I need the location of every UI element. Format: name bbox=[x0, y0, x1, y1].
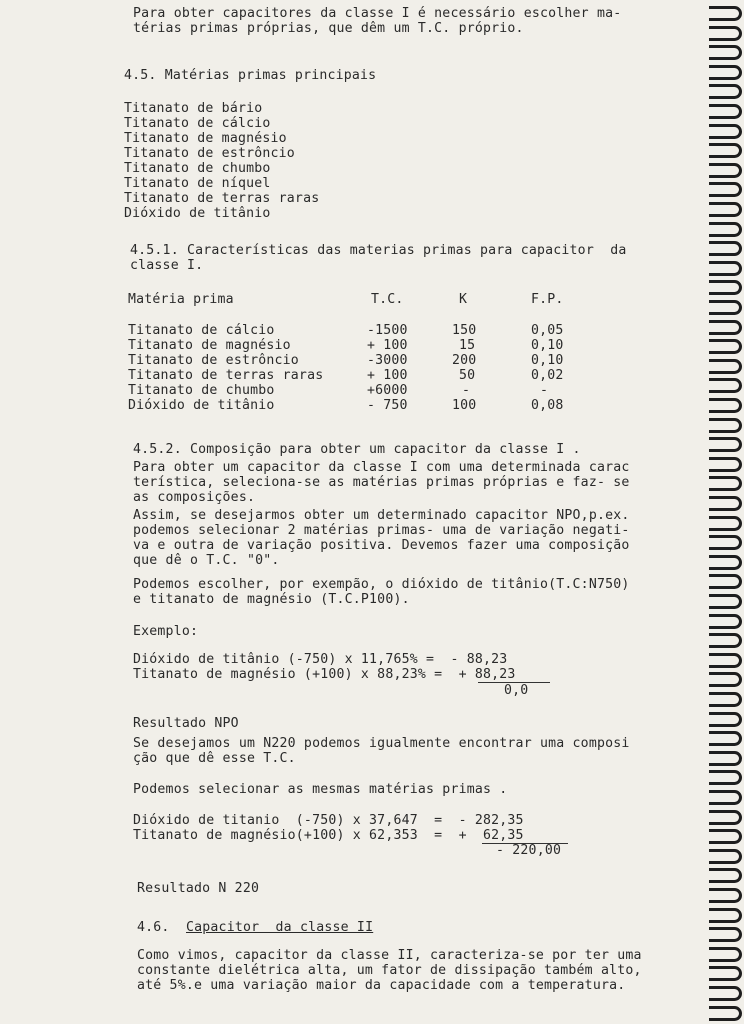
paragraph-line: va e outra de variação positiva. Devemos fazer uma composição bbox=[133, 538, 630, 553]
material-list-item: Titanato de terras raras bbox=[124, 191, 320, 206]
table-header: T.C. bbox=[371, 292, 404, 307]
section-heading-4-5-1: 4.5.1. Características das materias primas para capacitor da bbox=[130, 243, 627, 258]
result-label: Resultado NPO bbox=[133, 716, 239, 731]
spiral-ring bbox=[709, 731, 742, 746]
table-cell: Titanato de estrôncio bbox=[128, 353, 299, 368]
section-heading-4-6: Capacitor da classe II bbox=[186, 920, 374, 935]
table-cell: - bbox=[540, 383, 549, 398]
table-cell: Dióxido de titânio bbox=[128, 398, 275, 413]
spiral-ring bbox=[709, 927, 742, 942]
spiral-ring bbox=[709, 535, 742, 550]
spiral-ring bbox=[709, 124, 742, 139]
table-header: Matéria prima bbox=[128, 292, 234, 307]
spiral-ring bbox=[709, 829, 742, 844]
calculation-line: Dióxido de titânio (-750) x 11,765% = - 88,23 bbox=[133, 652, 508, 667]
table-cell: 0,10 bbox=[531, 338, 564, 353]
spiral-ring bbox=[709, 594, 742, 609]
spiral-ring bbox=[709, 163, 742, 178]
table-cell: 200 bbox=[452, 353, 477, 368]
table-cell: Titanato de terras raras bbox=[128, 368, 324, 383]
spiral-ring bbox=[709, 868, 742, 883]
spiral-ring bbox=[709, 614, 742, 629]
paragraph-line: Para obter um capacitor da classe I com uma determinada carac bbox=[133, 460, 630, 475]
spiral-ring bbox=[709, 790, 742, 805]
table-cell: 0,05 bbox=[531, 323, 564, 338]
spiral-ring bbox=[709, 496, 742, 511]
table-cell: - bbox=[462, 383, 471, 398]
spiral-ring bbox=[709, 653, 742, 668]
paragraph-line: Se desejamos um N220 podemos igualmente encontrar uma composi bbox=[133, 736, 630, 751]
spiral-ring bbox=[709, 339, 742, 354]
material-list-item: Titanato de chumbo bbox=[124, 161, 271, 176]
calculation-result: 0,0 bbox=[504, 683, 529, 698]
paragraph-line: até 5%.e uma variação maior da capacidade com a temperatura. bbox=[137, 978, 626, 993]
calculation-line: Titanato de magnésio(+100) x 62,353 = + 62,35 bbox=[133, 828, 524, 843]
spiral-ring bbox=[709, 65, 742, 80]
spiral-binding bbox=[704, 0, 744, 1024]
table-cell: 15 bbox=[459, 338, 476, 353]
table-cell: 0,10 bbox=[531, 353, 564, 368]
result-label: Resultado N 220 bbox=[137, 881, 260, 896]
spiral-ring bbox=[709, 143, 742, 158]
spiral-ring bbox=[709, 947, 742, 962]
spiral-ring bbox=[709, 182, 742, 197]
table-cell: + 100 bbox=[367, 368, 408, 383]
spiral-ring bbox=[709, 320, 742, 335]
spiral-ring bbox=[709, 986, 742, 1001]
paragraph-line: e titanato de magnésio (T.C.P100). bbox=[133, 592, 410, 607]
paragraph-line: Assim, se desejarmos obter um determinado capacitor NPO,p.ex. bbox=[133, 508, 630, 523]
spiral-ring bbox=[709, 84, 742, 99]
spiral-ring bbox=[709, 751, 742, 766]
calculation-line: Dióxido de titanio (-750) x 37,647 = - 282,35 bbox=[133, 813, 524, 828]
spiral-ring bbox=[709, 672, 742, 687]
spiral-ring bbox=[709, 810, 742, 825]
table-cell: 150 bbox=[452, 323, 477, 338]
spiral-ring bbox=[709, 966, 742, 981]
section-heading-4-5: 4.5. Matérias primas principais bbox=[124, 68, 377, 83]
paragraph-line: Como vimos, capacitor da classe II, caracteriza-se por ter uma bbox=[137, 948, 642, 963]
spiral-ring bbox=[709, 222, 742, 237]
spiral-ring bbox=[709, 908, 742, 923]
material-list-item: Titanato de magnésio bbox=[124, 131, 287, 146]
spiral-ring bbox=[709, 261, 742, 276]
intro-line: térias primas próprias, que dêm um T.C. próprio. bbox=[133, 21, 524, 36]
spiral-ring bbox=[709, 359, 742, 374]
spiral-ring bbox=[709, 437, 742, 452]
paragraph-line: constante dielétrica alta, um fator de dissipação também alto, bbox=[137, 963, 642, 978]
table-cell: -1500 bbox=[367, 323, 408, 338]
table-cell: 0,08 bbox=[531, 398, 564, 413]
example-label: Exemplo: bbox=[133, 624, 199, 639]
spiral-ring bbox=[709, 574, 742, 589]
table-cell: Titanato de cálcio bbox=[128, 323, 275, 338]
table-cell: +6000 bbox=[367, 383, 408, 398]
table-cell: - 750 bbox=[367, 398, 408, 413]
intro-line: Para obter capacitores da classe I é necessário escolher ma- bbox=[133, 6, 622, 21]
material-list-item: Titanato de níquel bbox=[124, 176, 271, 191]
spiral-ring bbox=[709, 300, 742, 315]
spiral-ring bbox=[709, 457, 742, 472]
paragraph-line: Podemos selecionar as mesmas matérias primas . bbox=[133, 782, 508, 797]
table-cell: Titanato de magnésio bbox=[128, 338, 291, 353]
spiral-ring bbox=[709, 202, 742, 217]
spiral-ring bbox=[709, 555, 742, 570]
table-header: K bbox=[459, 292, 468, 307]
spiral-ring bbox=[709, 6, 742, 21]
spiral-ring bbox=[709, 1006, 742, 1021]
paragraph-line: ção que dê esse T.C. bbox=[133, 751, 296, 766]
table-header: F.P. bbox=[531, 292, 564, 307]
section-heading-4-5-2: 4.5.2. Composição para obter um capacitor da classe I . bbox=[133, 442, 581, 457]
table-cell: 50 bbox=[459, 368, 476, 383]
spiral-ring bbox=[709, 241, 742, 256]
paragraph-line: que dê o T.C. "0". bbox=[133, 553, 280, 568]
spiral-ring bbox=[709, 849, 742, 864]
material-list-item: Dióxido de titânio bbox=[124, 206, 271, 221]
material-list-item: Titanato de bário bbox=[124, 101, 263, 116]
section-number-4-6: 4.6. bbox=[137, 920, 170, 935]
spiral-ring bbox=[709, 280, 742, 295]
calculation-result: - 220,00 bbox=[496, 843, 562, 858]
spiral-ring bbox=[709, 633, 742, 648]
section-heading-4-5-1: classe I. bbox=[130, 258, 204, 273]
spiral-ring bbox=[709, 418, 742, 433]
table-cell: 100 bbox=[452, 398, 477, 413]
table-cell: Titanato de chumbo bbox=[128, 383, 275, 398]
spiral-ring bbox=[709, 378, 742, 393]
paragraph-line: podemos selecionar 2 matérias primas- uma de variação negati- bbox=[133, 523, 630, 538]
spiral-ring bbox=[709, 476, 742, 491]
calculation-line: Titanato de magnésio (+100) x 88,23% = + 88,23 bbox=[133, 667, 516, 682]
material-list-item: Titanato de cálcio bbox=[124, 116, 271, 131]
table-cell: 0,02 bbox=[531, 368, 564, 383]
spiral-ring bbox=[709, 888, 742, 903]
spiral-ring bbox=[709, 45, 742, 60]
spiral-ring bbox=[709, 712, 742, 727]
material-list-item: Titanato de estrôncio bbox=[124, 146, 295, 161]
paragraph-line: as composições. bbox=[133, 490, 256, 505]
paragraph-line: Podemos escolher, por exempão, o dióxido de titânio(T.C:N750) bbox=[133, 577, 630, 592]
table-cell: + 100 bbox=[367, 338, 408, 353]
paragraph-line: terística, seleciona-se as matérias primas próprias e faz- se bbox=[133, 475, 630, 490]
spiral-ring bbox=[709, 26, 742, 41]
table-cell: -3000 bbox=[367, 353, 408, 368]
spiral-ring bbox=[709, 770, 742, 785]
spiral-ring bbox=[709, 516, 742, 531]
spiral-ring bbox=[709, 104, 742, 119]
spiral-ring bbox=[709, 398, 742, 413]
spiral-ring bbox=[709, 692, 742, 707]
